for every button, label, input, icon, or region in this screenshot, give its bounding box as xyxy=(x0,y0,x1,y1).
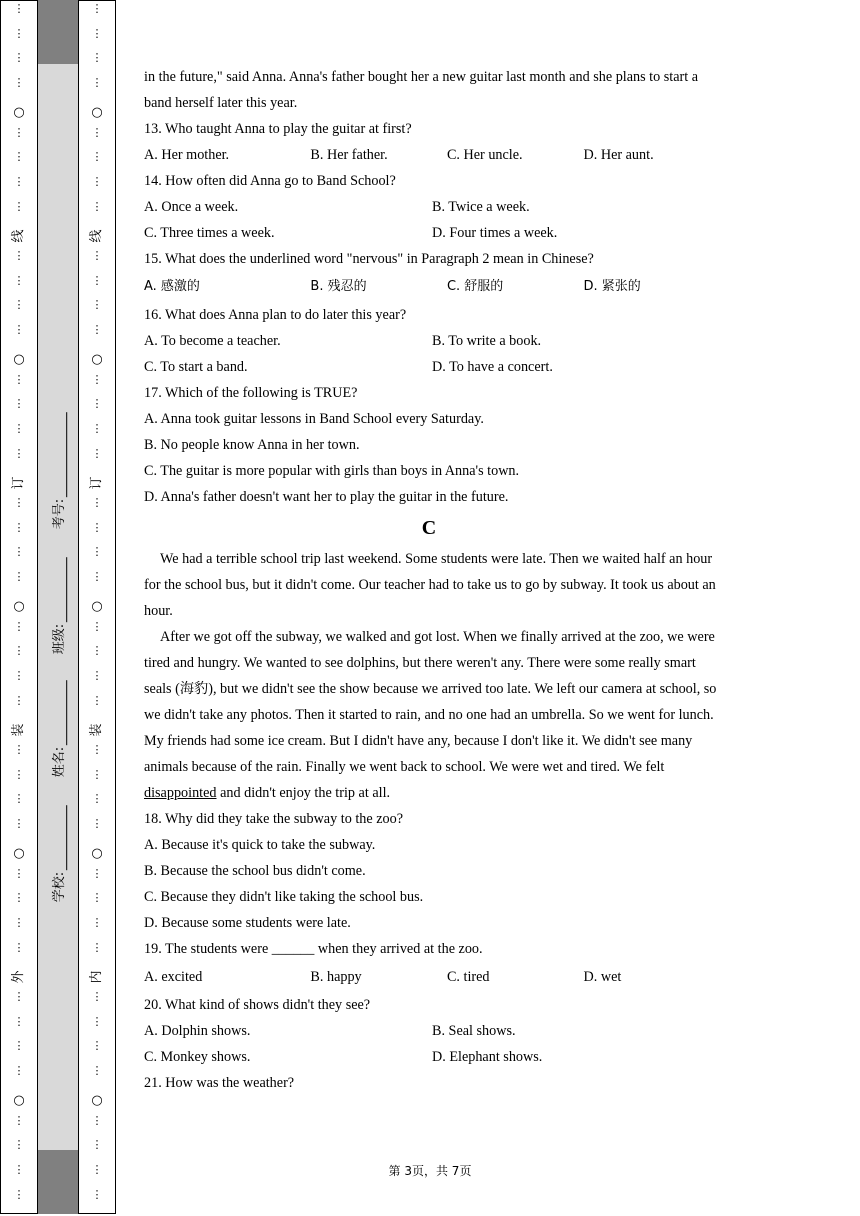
page-footer: 第 3页，共 7页 xyxy=(388,1164,472,1178)
option-c[interactable]: C. Three times a week. xyxy=(144,225,275,241)
binding-dots: ⋮ xyxy=(91,891,103,905)
binding-dots: ⋮ xyxy=(91,174,103,188)
binding-circle: ○ xyxy=(91,1093,103,1108)
binding-circle: ○ xyxy=(13,599,25,614)
exam-number-field[interactable] xyxy=(38,455,78,529)
option-c[interactable]: C. Because they didn't like taking the school bus. xyxy=(144,889,424,905)
binding-char: 装 xyxy=(11,723,26,737)
binding-dots: ⋮ xyxy=(91,446,103,460)
page-content xyxy=(144,64,720,1096)
question-19-options xyxy=(144,962,720,992)
paragraph-text: After we got off the subway, we walked and got lost. When we finally arrived at the zoo, we were tired and hungry. We wanted to see dolphins, but there weren't any. There were some really smart seals (海豹), but we didn't see the show because we arrived too late. We left our camera at school, so we didn't take any photos. Then it started to rain, and no one had an umbrella. So we went for lunch. My friends had some ice cream. But I didn't have any, because I don't like it. We didn't see many animals because of the rain. Finally we went back to school. We were wet and tired. We felt xyxy=(144,629,717,775)
binding-dots: ⋮ xyxy=(91,199,103,213)
binding-dots: ⋮ xyxy=(91,817,103,831)
option-a[interactable]: A. To become a teacher. xyxy=(144,333,281,349)
binding-dots: ⋮ xyxy=(91,866,103,880)
option-b[interactable]: B. Because the school bus didn't come. xyxy=(144,863,366,879)
option-b[interactable]: B. Seal shows. xyxy=(432,1023,516,1039)
option-a[interactable]: A. Her mother. xyxy=(144,147,230,163)
question-15-options xyxy=(144,272,720,302)
question-15-stem: 15. What does the underlined word "nervous" in Paragraph 2 mean in Chinese? xyxy=(144,251,594,267)
passage-c-paragraph-1: We had a terrible school trip last weekend. Some students were late. Then we waited half an hour for the school bus, but it didn't come. Our teacher had to take us to go by subway. It took us about an hour. xyxy=(144,551,716,619)
binding-char: 订 xyxy=(89,476,104,490)
binding-dots: ⋮ xyxy=(13,199,25,213)
binding-dots: ⋮ xyxy=(91,1113,103,1127)
option-c[interactable]: C. To start a band. xyxy=(144,359,248,375)
binding-dots: ⋮ xyxy=(13,397,25,411)
binding-dots: ⋮ xyxy=(91,1039,103,1053)
section-heading: C xyxy=(421,517,437,539)
outer-binding-strip xyxy=(0,0,38,1214)
option-a[interactable]: A. Dolphin shows. xyxy=(144,1023,251,1039)
binding-dots: ⋮ xyxy=(13,174,25,188)
binding-char: 线 xyxy=(11,229,26,243)
binding-dots: ⋮ xyxy=(13,644,25,658)
binding-dots: ⋮ xyxy=(91,570,103,584)
binding-dots: ⋮ xyxy=(91,1138,103,1152)
option-d[interactable]: D. Because some students were late. xyxy=(144,915,351,931)
option-d[interactable]: D. Her aunt. xyxy=(583,147,654,163)
school-label: 学校: xyxy=(52,871,68,902)
exam-number-label: 考号: xyxy=(52,498,68,529)
option-d[interactable]: D. Elephant shows. xyxy=(432,1049,543,1065)
binding-dots: ⋮ xyxy=(91,1014,103,1028)
binding-dots: ⋮ xyxy=(13,693,25,707)
name-label: 姓名: xyxy=(52,746,68,777)
question-20-stem: 20. What kind of shows didn't they see? xyxy=(144,997,371,1013)
binding-circle: ○ xyxy=(91,105,103,120)
binding-dots: ⋮ xyxy=(91,249,103,262)
question-20-options-row1 xyxy=(144,1018,720,1044)
binding-dots: ⋮ xyxy=(13,1113,25,1127)
binding-dots: ⋮ xyxy=(13,496,25,509)
binding-dots: ⋮ xyxy=(13,743,25,756)
binding-dots: ⋮ xyxy=(13,520,25,534)
binding-dots: ⋮ xyxy=(91,668,103,682)
option-d[interactable]: D. wet xyxy=(583,969,622,985)
binding-dots: ⋮ xyxy=(13,76,25,90)
binding-dots: ⋮ xyxy=(91,1187,103,1201)
question-14-options-row2 xyxy=(144,220,720,246)
binding-dots: ⋮ xyxy=(91,767,103,781)
binding-dots: ⋮ xyxy=(13,619,25,633)
binding-dots: ⋮ xyxy=(91,298,103,312)
option-c[interactable]: C. The guitar is more popular with girls than boys in Anna's town. xyxy=(144,463,520,479)
option-b[interactable]: B. 残忍的 xyxy=(310,279,367,294)
binding-dots: ⋮ xyxy=(13,2,25,15)
binding-circle: ○ xyxy=(91,599,103,614)
question-16-options-row1 xyxy=(144,328,720,354)
binding-dots: ⋮ xyxy=(91,51,103,65)
binding-dots: ⋮ xyxy=(91,1064,103,1078)
binding-dots: ⋮ xyxy=(13,570,25,584)
binding-dots: ⋮ xyxy=(91,1162,103,1176)
binding-dots: ⋮ xyxy=(13,1138,25,1152)
binding-dots: ⋮ xyxy=(91,990,103,1003)
binding-dots: ⋮ xyxy=(91,26,103,40)
school-field[interactable] xyxy=(38,838,78,902)
binding-dots: ⋮ xyxy=(13,1187,25,1201)
binding-dots: ⋮ xyxy=(91,915,103,929)
option-a[interactable]: A. 感激的 xyxy=(144,279,200,294)
binding-dots: ⋮ xyxy=(13,26,25,40)
question-20-options-row2 xyxy=(144,1044,720,1070)
binding-dots: ⋮ xyxy=(91,125,103,139)
binding-dots: ⋮ xyxy=(91,619,103,633)
binding-dots: ⋮ xyxy=(13,545,25,559)
binding-dots: ⋮ xyxy=(13,990,25,1003)
question-16-options-row2 xyxy=(144,354,720,380)
question-16-stem: 16. What does Anna plan to do later this year? xyxy=(144,307,407,323)
binding-char: 订 xyxy=(11,476,26,490)
binding-dots: ⋮ xyxy=(91,545,103,559)
binding-circle: ○ xyxy=(13,846,25,861)
binding-dots: ⋮ xyxy=(13,421,25,435)
binding-dots: ⋮ xyxy=(13,866,25,880)
binding-dots: ⋮ xyxy=(13,323,25,337)
binding-dots: ⋮ xyxy=(91,644,103,658)
binding-dots: ⋮ xyxy=(91,150,103,164)
binding-circle: ○ xyxy=(91,846,103,861)
binding-dots: ⋮ xyxy=(91,743,103,756)
binding-dots: ⋮ xyxy=(13,1162,25,1176)
option-c[interactable]: C. Her uncle. xyxy=(446,147,523,163)
underlined-word: disappointed xyxy=(144,785,217,801)
binding-dots: ⋮ xyxy=(13,150,25,164)
binding-dots: ⋮ xyxy=(13,249,25,262)
question-17-stem: 17. Which of the following is TRUE? xyxy=(144,385,358,401)
question-18-stem: 18. Why did they take the subway to the zoo? xyxy=(144,811,403,827)
question-14-options-row1 xyxy=(144,194,720,220)
binding-dots: ⋮ xyxy=(13,817,25,831)
question-13-options xyxy=(144,142,720,168)
passage-b-ending: in the future," said Anna. Anna's father bought her a new guitar last month and she plans to start a band herself later this year. xyxy=(144,69,699,111)
class-label: 班级: xyxy=(52,623,68,654)
option-d[interactable]: D. 紧张的 xyxy=(583,279,641,294)
binding-dots: ⋮ xyxy=(91,273,103,287)
class-field[interactable] xyxy=(38,590,78,654)
binding-dots: ⋮ xyxy=(91,76,103,90)
binding-dots: ⋮ xyxy=(13,273,25,287)
passage-c-paragraph-2 xyxy=(144,624,720,806)
binding-dots: ⋮ xyxy=(13,446,25,460)
binding-dots: ⋮ xyxy=(13,668,25,682)
option-c[interactable]: C. tired xyxy=(446,969,490,985)
binding-dots: ⋮ xyxy=(91,323,103,337)
option-b[interactable]: B. No people know Anna in her town. xyxy=(144,437,360,453)
binding-circle: ○ xyxy=(13,352,25,367)
binding-dots: ⋮ xyxy=(13,51,25,65)
paragraph-text-end: and didn't enjoy the trip at all. xyxy=(216,785,391,801)
option-a[interactable]: A. Because it's quick to take the subway. xyxy=(144,837,376,853)
binding-circle: ○ xyxy=(13,1093,25,1108)
binding-dots: ⋮ xyxy=(13,792,25,806)
binding-dots: ⋮ xyxy=(91,397,103,411)
binding-dots: ⋮ xyxy=(91,496,103,509)
option-b[interactable]: B. Twice a week. xyxy=(432,199,530,215)
binding-circle: ○ xyxy=(13,105,25,120)
option-b[interactable]: B. To write a book. xyxy=(432,333,542,349)
binding-char: 外 xyxy=(11,970,26,984)
option-a[interactable]: A. Once a week. xyxy=(144,199,239,215)
binding-dots: ⋮ xyxy=(91,940,103,954)
band-bottom-cap xyxy=(38,1150,78,1214)
question-21-stem: 21. How was the weather? xyxy=(144,1075,295,1091)
binding-dots: ⋮ xyxy=(91,421,103,435)
name-field[interactable] xyxy=(38,713,78,777)
binding-dots: ⋮ xyxy=(13,125,25,139)
option-d[interactable]: D. Four times a week. xyxy=(432,225,558,241)
binding-char: 装 xyxy=(89,723,104,737)
binding-dots: ⋮ xyxy=(13,298,25,312)
question-13-stem: 13. Who taught Anna to play the guitar at first? xyxy=(144,121,412,137)
binding-dots: ⋮ xyxy=(13,767,25,781)
option-d[interactable]: D. Anna's father doesn't want her to play the guitar in the future. xyxy=(144,489,509,505)
binding-dots: ⋮ xyxy=(13,940,25,954)
binding-dots: ⋮ xyxy=(91,372,103,386)
option-c[interactable]: C. 舒服的 xyxy=(446,279,504,294)
question-14-stem: 14. How often did Anna go to Band School? xyxy=(144,173,396,189)
binding-dots: ⋮ xyxy=(13,372,25,386)
option-b[interactable]: B. happy xyxy=(310,969,362,985)
binding-dots: ⋮ xyxy=(13,891,25,905)
option-a[interactable]: A. Anna took guitar lessons in Band School every Saturday. xyxy=(144,411,484,427)
option-b[interactable]: B. Her father. xyxy=(310,147,388,163)
binding-dots: ⋮ xyxy=(13,1039,25,1053)
option-c[interactable]: C. Monkey shows. xyxy=(144,1049,251,1065)
binding-dots: ⋮ xyxy=(13,1064,25,1078)
option-d[interactable]: D. To have a concert. xyxy=(432,359,553,375)
option-a[interactable]: A. excited xyxy=(144,969,203,985)
binding-char: 线 xyxy=(89,229,104,243)
binding-char: 内 xyxy=(89,970,104,984)
band-top-cap xyxy=(38,0,78,64)
question-19-stem: 19. The students were ______ when they arrived at the zoo. xyxy=(144,941,483,957)
binding-dots: ⋮ xyxy=(13,915,25,929)
binding-dots: ⋮ xyxy=(91,520,103,534)
inner-binding-strip xyxy=(78,0,116,1214)
binding-dots: ⋮ xyxy=(91,693,103,707)
binding-dots: ⋮ xyxy=(91,2,103,15)
binding-dots: ⋮ xyxy=(13,1014,25,1028)
binding-circle: ○ xyxy=(91,352,103,367)
binding-dots: ⋮ xyxy=(91,792,103,806)
